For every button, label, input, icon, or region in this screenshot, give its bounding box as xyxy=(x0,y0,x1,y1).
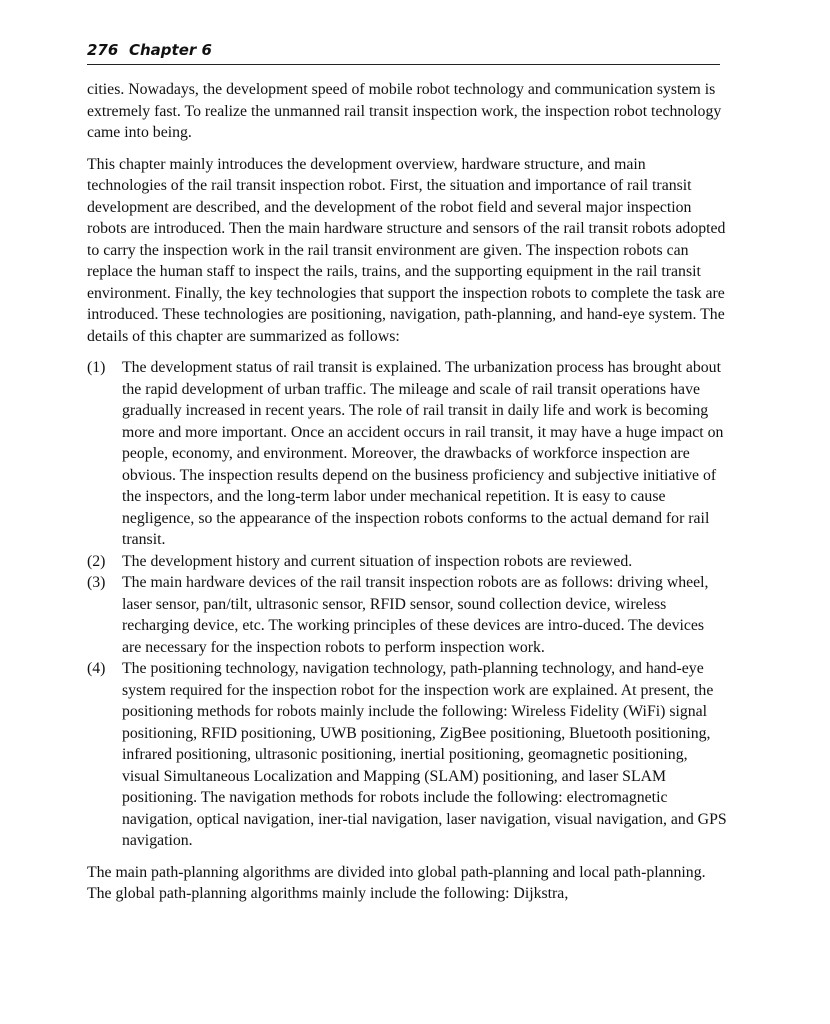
list-item-text: The main hardware devices of the rail transit inspection robots are as follows: driving wheel, laser sensor, pan/tilt, ultrasonic sensor, RFID sensor, sound collection device, wireless recharging device, etc. The working principles of these devices are intro-duced. The devices are necessary for the inspection robots to perform inspection work. xyxy=(122,574,709,656)
list-item-number: (3) xyxy=(87,574,106,591)
running-header xyxy=(87,38,720,65)
list-item-text: The positioning technology, navigation technology, path-planning technology, and hand-eye system required for the inspection robot for the inspection work are explained. At present, the positioning methods for robots mainly include the following: Wireless Fidelity (WiFi) signal positioning, RFID positioning, UWB positioning, ZigBee positioning, Bluetooth positioning, infrared positioning, ultrasonic positioning, inertial positioning, geomagnetic positioning, visual Simultaneous Localization and Mapping (SLAM) positioning, and laser SLAM positioning. The navigation methods for robots include the following: electromagnetic navigation, optical navigation, iner-tial navigation, laser navigation, visual navigation, and GPS navigation. xyxy=(122,660,727,849)
list-item-text: The development history and current situation of inspection robots are reviewed. xyxy=(122,552,633,570)
list-item-number: (4) xyxy=(87,660,106,677)
body-text xyxy=(87,79,727,915)
list-item-number: (1) xyxy=(87,359,106,376)
chapter-label: Chapter 6 xyxy=(129,41,212,59)
paragraph-intro-continuation: cities. Nowadays, the development speed of mobile robot technology and communication system is extremely fast. To realize the unmanned rail transit inspection work, the inspection robot technology came into being. xyxy=(87,81,722,141)
list-item-text: The development status of rail transit is explained. The urbanization process has brought about the rapid development of urban traffic. The mileage and scale of rail transit operations have gradually increased in recent years. The role of rail transit in daily life and work is becoming more and more important. Once an accident occurs in rail transit, it may have a huge impact on people, economy, and environment. Moreover, the drawbacks of workforce inspection are obvious. The inspection results depend on the business proficiency and subjective initiative of the inspectors, and the long-term labor under mechanical repetition. It is easy to cause negligence, so the appearance of the inspection robots conforms to the actual demand for rail transit. xyxy=(122,359,724,548)
list-item xyxy=(87,551,727,573)
paragraph-path-planning: The main path-planning algorithms are divided into global path-planning and local path-planning. The global path-planning algorithms mainly include the following: Dijkstra, xyxy=(87,863,706,902)
list-item xyxy=(87,658,727,852)
list-item xyxy=(87,357,727,551)
page-number: 276 xyxy=(87,41,119,59)
list-item-number: (2) xyxy=(87,552,106,570)
summary-list xyxy=(87,357,727,852)
list-item xyxy=(87,572,727,658)
paragraph-chapter-overview: This chapter mainly introduces the development overview, hardware structure, and main technologies of the rail transit inspection robot. First, the situation and importance of rail transit development are described, and the development of the robot field and several major inspection robots are introduced. Then the main hardware structure and sensors of the rail transit robots adopted to carry the inspection work in the rail transit environment are given. The inspection robots can replace the human staff to inspect the rails, trains, and the supporting equipment in the rail transit environment. Finally, the key technologies that support the inspection robots to complete the task are introduced. These technologies are positioning, navigation, path-planning, and hand-eye system. The details of this chapter are summarized as follows: xyxy=(87,155,726,345)
